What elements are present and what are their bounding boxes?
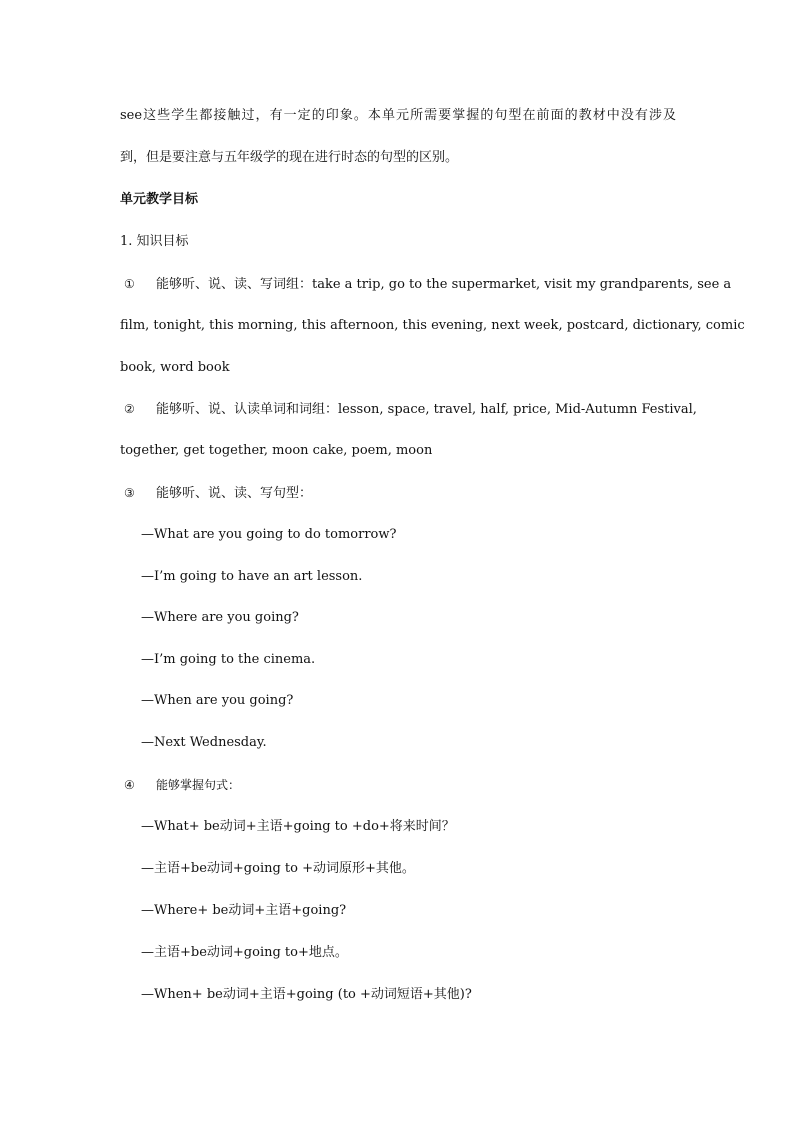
- pattern-line-2: —主语+be动词+going to +动词原形+其他。: [141, 861, 415, 876]
- item-4-marker: ④: [124, 778, 135, 792]
- dialogue-line-6: —Next Wednesday.: [141, 735, 267, 750]
- intro-line-2: 到，但是要注意与五年级学的现在进行时态的句型的区别。: [120, 150, 459, 165]
- pattern-line-4: —主语+be动词+going to+地点。: [141, 945, 348, 960]
- item-1-line-3: book, word book: [120, 360, 230, 375]
- dialogue-line-2: —I’m going to have an art lesson.: [141, 569, 363, 584]
- section-heading: 单元教学目标: [120, 192, 199, 207]
- pattern-line-5: —When+ be动词+主语+going (to +动词短语+其他)?: [141, 987, 472, 1002]
- item-4-text-1: 能够掌握句式：: [156, 778, 241, 792]
- item-1-line-1: [120, 275, 732, 294]
- item-3-marker: ③: [124, 486, 135, 500]
- knowledge-heading: 1. 知识目标: [120, 234, 189, 249]
- item-2-line-2: together, get together, moon cake, poem, moon: [120, 443, 433, 458]
- item-4-line-1: [120, 776, 676, 794]
- item-1-text-1: 能够听、说、读、写词组：take a trip, go to the supermarket, visit my grandparents, see a: [156, 277, 732, 292]
- dialogue-line-3: —Where are you going?: [141, 610, 299, 625]
- item-2-marker: ②: [124, 402, 135, 416]
- item-2-line-1: [120, 400, 697, 419]
- pattern-line-3: —Where+ be动词+主语+going?: [141, 903, 347, 918]
- pattern-line-1: —What+ be动词+主语+going to +do+将来时间？: [141, 819, 455, 834]
- item-1-marker: ①: [124, 277, 135, 291]
- dialogue-line-1: —What are you going to do tomorrow?: [141, 527, 397, 542]
- item-2-text-1: 能够听、说、认读单词和词组：lesson, space, travel, half, price, Mid-Autumn Festival,: [156, 402, 697, 417]
- intro-line-1: see这些学生都接触过，有一定的印象。本单元所需要掌握的句型在前面的教材中没有涉及: [120, 108, 676, 123]
- item-1-line-2: film, tonight, this morning, this afternoon, this evening, next week, postcard, dictionary, comic: [120, 318, 745, 333]
- item-3-line-1: [120, 484, 676, 503]
- item-3-text-1: 能够听、说、读、写句型：: [156, 486, 313, 501]
- dialogue-line-4: —I’m going to the cinema.: [141, 652, 316, 667]
- dialogue-line-5: —When are you going?: [141, 693, 294, 708]
